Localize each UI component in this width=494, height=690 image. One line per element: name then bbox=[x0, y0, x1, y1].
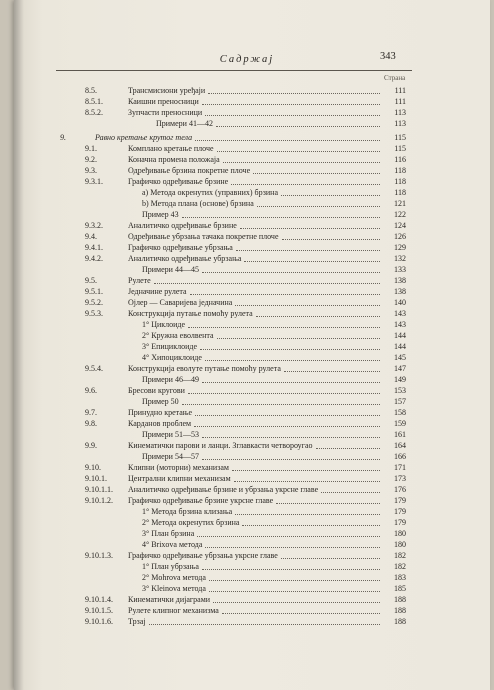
toc-entry-title: Кинематички парови и ланци. Зглавкасти четвороугао bbox=[128, 441, 313, 450]
toc-leader-dots bbox=[281, 551, 380, 559]
toc-entry-number: 9.1. bbox=[85, 144, 97, 153]
toc-entry-number: 9.9. bbox=[85, 441, 97, 450]
toc-entry-page: 113 bbox=[394, 119, 406, 128]
toc-leader-dots bbox=[217, 144, 380, 152]
toc-entry bbox=[0, 276, 494, 286]
toc-leader-dots bbox=[234, 474, 380, 482]
toc-entry bbox=[0, 562, 494, 572]
toc-entry bbox=[0, 452, 494, 462]
toc-entry-page: 153 bbox=[394, 386, 406, 395]
toc-entry-title: Клипни (моторни) механизам bbox=[128, 463, 229, 472]
toc-entry-page: 126 bbox=[394, 232, 406, 241]
toc-entry-page: 176 bbox=[394, 485, 406, 494]
toc-entry-title: Аналитичко одређивање брзине bbox=[128, 221, 237, 230]
toc-entry-page: 180 bbox=[394, 529, 406, 538]
page-header-title: Садржај bbox=[219, 54, 275, 65]
toc-entry-page: 129 bbox=[394, 243, 406, 252]
toc-entry-title: 2° Mohrova метода bbox=[142, 573, 206, 582]
toc-entry-title: 3° Kleinova метода bbox=[142, 584, 206, 593]
toc-leader-dots bbox=[149, 617, 380, 625]
toc-entry-page: 157 bbox=[394, 397, 406, 406]
toc-entry-title: Принудно кретање bbox=[128, 408, 193, 417]
toc-entry-number: 9.5.2. bbox=[85, 298, 103, 307]
toc-leader-dots bbox=[208, 86, 380, 94]
toc-leader-dots bbox=[194, 419, 380, 427]
toc-leader-dots bbox=[188, 320, 380, 328]
toc-entry bbox=[0, 386, 494, 396]
toc-entry-number: 9.10.1. bbox=[85, 474, 107, 483]
toc-entry-number: 9.5.4. bbox=[85, 364, 103, 373]
toc-entry-page: 147 bbox=[394, 364, 406, 373]
toc-entry bbox=[0, 474, 494, 484]
toc-entry-number: 8.5. bbox=[85, 86, 97, 95]
toc-entry bbox=[0, 210, 494, 220]
toc-leader-dots bbox=[232, 463, 380, 471]
toc-entry-page: 138 bbox=[394, 276, 406, 285]
toc-entry-page: 149 bbox=[394, 375, 406, 384]
toc-leader-dots bbox=[223, 155, 380, 163]
toc-entry bbox=[0, 119, 494, 129]
toc-entry bbox=[0, 177, 494, 187]
toc-entry bbox=[0, 342, 494, 352]
toc-entry-title: Аналитичко одређивање брзине и убрзања укрсне главе bbox=[128, 485, 319, 494]
toc-entry bbox=[0, 529, 494, 539]
toc-entry bbox=[0, 584, 494, 594]
toc-leader-dots bbox=[209, 573, 380, 581]
toc-entry-number: 9.3. bbox=[85, 166, 97, 175]
toc-entry-title: Трзај bbox=[128, 617, 146, 626]
toc-entry-number: 9.10.1.1. bbox=[85, 485, 113, 494]
toc-entry bbox=[0, 408, 494, 418]
toc-entry-title: Примери 54—57 bbox=[142, 452, 199, 461]
toc-entry-page: 171 bbox=[394, 463, 406, 472]
toc-entry bbox=[0, 551, 494, 561]
toc-entry bbox=[0, 108, 494, 118]
page-column-label: Страна bbox=[384, 74, 406, 82]
toc-entry-title: Рулете bbox=[128, 276, 151, 285]
toc-entry-title: Примери 44—45 bbox=[142, 265, 199, 274]
toc-entry-page: 115 bbox=[394, 144, 406, 153]
toc-leader-dots bbox=[202, 452, 380, 460]
toc-entry-title: Зупчасти преносници bbox=[128, 108, 203, 117]
toc-entry-title: Пример 43 bbox=[142, 210, 179, 219]
toc-entry-page: 188 bbox=[394, 606, 406, 615]
toc-entry bbox=[0, 353, 494, 363]
toc-entry-page: 180 bbox=[394, 540, 406, 549]
toc-entry-page: 188 bbox=[394, 617, 406, 626]
toc-leader-dots bbox=[281, 188, 380, 196]
toc-leader-dots bbox=[284, 364, 380, 372]
toc-entry-title: Централни клипни механизам bbox=[128, 474, 231, 483]
toc-entry-page: 140 bbox=[394, 298, 406, 307]
toc-entry-title: Кинематички дијаграми bbox=[128, 595, 211, 604]
toc-entry-title: Примери 46—49 bbox=[142, 375, 199, 384]
toc-leader-dots bbox=[236, 243, 380, 251]
toc-entry-title: Аналитичко одређивање убрзања bbox=[128, 254, 242, 263]
toc-leader-dots bbox=[202, 430, 380, 438]
toc-entry-title: 2° Метода окренутих брзина bbox=[142, 518, 240, 527]
toc-entry-title: Конструкција путање помоћу рулета bbox=[128, 309, 253, 318]
toc-entry-page: 188 bbox=[394, 595, 406, 604]
toc-entry bbox=[0, 243, 494, 253]
toc-entry bbox=[0, 419, 494, 429]
toc-leader-dots bbox=[256, 309, 380, 317]
toc-leader-dots bbox=[231, 177, 380, 185]
toc-entry-title: Једначине рулета bbox=[128, 287, 187, 296]
toc-entry-title: а) Метода окренутих (управних) брзина bbox=[142, 188, 278, 197]
header-divider bbox=[56, 70, 412, 71]
toc-entry-page: 111 bbox=[394, 97, 406, 106]
toc-entry-title: Рулете клипног механизма bbox=[128, 606, 219, 615]
toc-entry-number: 8.5.1. bbox=[85, 97, 103, 106]
toc-entry bbox=[0, 595, 494, 605]
toc-entry bbox=[0, 86, 494, 96]
toc-entry-number: 8.5.2. bbox=[85, 108, 103, 117]
toc-entry-number: 9.5. bbox=[85, 276, 97, 285]
toc-entry bbox=[0, 166, 494, 176]
toc-entry-number: 9.4.1. bbox=[85, 243, 103, 252]
toc-entry-number: 9.10. bbox=[85, 463, 101, 472]
toc-entry-title: Графичко одређивање убрзања укрсне главе bbox=[128, 551, 278, 560]
toc-leader-dots bbox=[205, 108, 380, 116]
toc-leader-dots bbox=[216, 119, 380, 127]
toc-entry bbox=[0, 463, 494, 473]
toc-entry-number: 9.10.1.5. bbox=[85, 606, 113, 615]
toc-entry bbox=[0, 606, 494, 616]
toc-entry-title: Графичко одређивање брзине bbox=[128, 177, 229, 186]
toc-entry-number: 9. bbox=[60, 133, 66, 142]
toc-entry bbox=[0, 309, 494, 319]
toc-entry-number: 9.6. bbox=[85, 386, 97, 395]
toc-entry-title: Трансмисиони уређаји bbox=[128, 86, 206, 95]
toc-entry-title: Примери 51—53 bbox=[142, 430, 199, 439]
toc-entry bbox=[0, 573, 494, 583]
toc-leader-dots bbox=[195, 408, 380, 416]
toc-entry-title: Карданов проблем bbox=[128, 419, 192, 428]
toc-entry-title: Коначна промена положаја bbox=[128, 155, 220, 164]
toc-entry bbox=[0, 496, 494, 506]
toc-entry-page: 133 bbox=[394, 265, 406, 274]
toc-entry-number: 9.4.2. bbox=[85, 254, 103, 263]
toc-leader-dots bbox=[202, 265, 380, 273]
toc-leader-dots bbox=[197, 529, 380, 537]
toc-entry-page: 113 bbox=[394, 108, 406, 117]
toc-leader-dots bbox=[213, 595, 380, 603]
toc-entry-title: 3° Епициклоиде bbox=[142, 342, 197, 351]
toc-entry bbox=[0, 287, 494, 297]
toc-entry bbox=[0, 364, 494, 374]
toc-entry-title: Комплано кретање плоче bbox=[128, 144, 214, 153]
toc-entry-page: 144 bbox=[394, 342, 406, 351]
toc-entry-title: 1° Метода брзина клизања bbox=[142, 507, 233, 516]
toc-entry-page: 173 bbox=[394, 474, 406, 483]
toc-leader-dots bbox=[240, 221, 380, 229]
toc-entry-page: 179 bbox=[394, 518, 406, 527]
toc-entry-page: 124 bbox=[394, 221, 406, 230]
toc-leader-dots bbox=[182, 210, 380, 218]
toc-entry bbox=[0, 617, 494, 627]
toc-entry bbox=[0, 199, 494, 209]
toc-entry-page: 111 bbox=[394, 86, 406, 95]
toc-entry bbox=[0, 375, 494, 385]
toc-entry-page: 118 bbox=[394, 177, 406, 186]
toc-entry-page: 179 bbox=[394, 496, 406, 505]
toc-leader-dots bbox=[190, 287, 380, 295]
toc-entry-title: 1° План убрзања bbox=[142, 562, 199, 571]
toc-entry-page: 145 bbox=[394, 353, 406, 362]
toc-entry bbox=[0, 133, 494, 143]
toc-entry-title: Одређивање брзина покретне плоче bbox=[128, 166, 251, 175]
toc-entry bbox=[0, 254, 494, 264]
toc-entry-title: Примери 41—42 bbox=[156, 119, 213, 128]
toc-entry-page: 118 bbox=[394, 188, 406, 197]
toc-leader-dots bbox=[217, 331, 380, 339]
toc-entry bbox=[0, 507, 494, 517]
toc-entry-title: Пример 50 bbox=[142, 397, 179, 406]
toc-leader-dots bbox=[253, 166, 380, 174]
toc-leader-dots bbox=[321, 485, 380, 493]
toc-entry-page: 161 bbox=[394, 430, 406, 439]
toc-entry-page: 183 bbox=[394, 573, 406, 582]
toc-entry-title: Ојлер — Саваријева једначина bbox=[128, 298, 233, 307]
toc-entry-page: 115 bbox=[394, 133, 406, 142]
toc-entry-title: Каишни преносници bbox=[128, 97, 199, 106]
toc-entry-number: 9.10.1.3. bbox=[85, 551, 113, 560]
toc-entry-title: 1° Циклоиде bbox=[142, 320, 186, 329]
toc-entry-page: 166 bbox=[394, 452, 406, 461]
toc-leader-dots bbox=[182, 397, 380, 405]
toc-entry bbox=[0, 144, 494, 154]
toc-entry-page: 143 bbox=[394, 320, 406, 329]
toc-entry bbox=[0, 298, 494, 308]
toc-entry-title: Конструкција еволуте путање помоћу рулета bbox=[128, 364, 281, 373]
toc-entry-title: Одређивање убрзања тачака покретне плоче bbox=[128, 232, 279, 241]
toc-entry-page: 122 bbox=[394, 210, 406, 219]
toc-entry bbox=[0, 188, 494, 198]
toc-entry-page: 143 bbox=[394, 309, 406, 318]
toc-entry bbox=[0, 430, 494, 440]
toc-leader-dots bbox=[188, 386, 380, 394]
toc-entry-number: 9.3.1. bbox=[85, 177, 103, 186]
toc-leader-dots bbox=[200, 342, 380, 350]
toc-entry-title: 4° Хипоциклоиде bbox=[142, 353, 202, 362]
toc-entry bbox=[0, 221, 494, 231]
page-number: 343 bbox=[380, 51, 396, 62]
toc-entry bbox=[0, 97, 494, 107]
toc-entry-title: Графичко одређивање брзине укрсне главе bbox=[128, 496, 274, 505]
toc-entry-title: 2° Кружна еволвента bbox=[142, 331, 214, 340]
toc-entry-page: 138 bbox=[394, 287, 406, 296]
toc-leader-dots bbox=[205, 353, 380, 361]
toc-entry bbox=[0, 155, 494, 165]
toc-entry-number: 9.10.1.6. bbox=[85, 617, 113, 626]
toc-entry bbox=[0, 485, 494, 495]
toc-entry-number: 9.7. bbox=[85, 408, 97, 417]
toc-entry-page: 116 bbox=[394, 155, 406, 164]
toc-entry bbox=[0, 518, 494, 528]
toc-entry-page: 182 bbox=[394, 562, 406, 571]
toc-leader-dots bbox=[202, 375, 380, 383]
toc-entry-number: 9.8. bbox=[85, 419, 97, 428]
toc-leader-dots bbox=[154, 276, 380, 284]
toc-leader-dots bbox=[242, 518, 380, 526]
toc-entry-page: 118 bbox=[394, 166, 406, 175]
toc-entry bbox=[0, 397, 494, 407]
toc-entry-page: 132 bbox=[394, 254, 406, 263]
toc-entry-number: 9.10.1.2. bbox=[85, 496, 113, 505]
toc-entry-title: Бресови кругови bbox=[128, 386, 185, 395]
toc-entry-page: 121 bbox=[394, 199, 406, 208]
toc-leader-dots bbox=[202, 97, 380, 105]
toc-leader-dots bbox=[316, 441, 380, 449]
toc-entry-page: 179 bbox=[394, 507, 406, 516]
toc-entry bbox=[0, 232, 494, 242]
toc-entry bbox=[0, 265, 494, 275]
toc-entry bbox=[0, 540, 494, 550]
toc-entry-title: Графичко одређивање убрзања bbox=[128, 243, 233, 252]
toc-entry-title: Равно кретање крутог тела bbox=[95, 133, 193, 142]
toc-leader-dots bbox=[222, 606, 380, 614]
toc-entry bbox=[0, 441, 494, 451]
toc-entry-number: 9.4. bbox=[85, 232, 97, 241]
toc-entry-title: 3° План брзина bbox=[142, 529, 195, 538]
toc-entry-page: 158 bbox=[394, 408, 406, 417]
toc-leader-dots bbox=[205, 540, 380, 548]
toc-entry-number: 9.10.1.4. bbox=[85, 595, 113, 604]
toc-leader-dots bbox=[282, 232, 380, 240]
toc-entry bbox=[0, 320, 494, 330]
toc-leader-dots bbox=[202, 562, 380, 570]
toc-entry-title: 4° Brixova метода bbox=[142, 540, 203, 549]
toc-leader-dots bbox=[276, 496, 380, 504]
toc-entry-page: 144 bbox=[394, 331, 406, 340]
toc-entry-page: 185 bbox=[394, 584, 406, 593]
toc-entry bbox=[0, 331, 494, 341]
toc-entry-page: 164 bbox=[394, 441, 406, 450]
toc-leader-dots bbox=[209, 584, 380, 592]
toc-entry-number: 9.5.1. bbox=[85, 287, 103, 296]
toc-leader-dots bbox=[257, 199, 380, 207]
toc-leader-dots bbox=[195, 133, 380, 141]
toc-entry-page: 159 bbox=[394, 419, 406, 428]
toc-leader-dots bbox=[235, 298, 380, 306]
toc-entry-title: b) Метода плана (основе) брзина bbox=[142, 199, 254, 208]
toc-leader-dots bbox=[244, 254, 380, 262]
toc-entry-page: 182 bbox=[394, 551, 406, 560]
toc-entry-number: 9.5.3. bbox=[85, 309, 103, 318]
toc-leader-dots bbox=[235, 507, 380, 515]
toc-entry-number: 9.2. bbox=[85, 155, 97, 164]
toc-entry-number: 9.3.2. bbox=[85, 221, 103, 230]
